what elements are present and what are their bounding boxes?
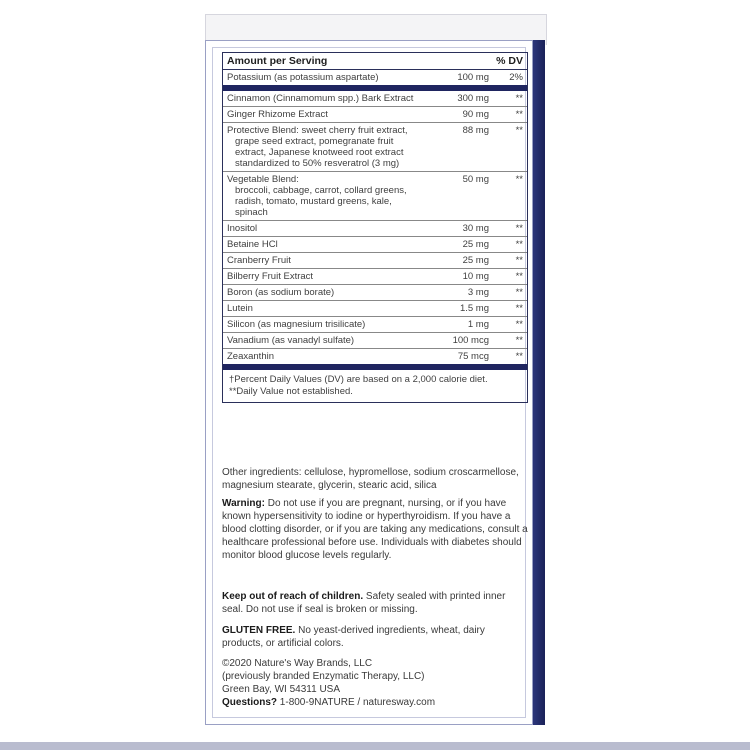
- facts-rows: [223, 70, 527, 370]
- facts-row: [223, 333, 527, 349]
- facts-row: [223, 123, 527, 172]
- ingredient-name-text: Cinnamon (Cinnamomum spp.) Bark Extract: [227, 93, 414, 104]
- facts-row: [223, 237, 527, 253]
- facts-row: [223, 107, 527, 123]
- ingredient-name-text: Zeaxanthin: [227, 351, 275, 362]
- ingredient-name: [227, 303, 417, 314]
- ingredient-name-text: Potassium (as potassium aspartate): [227, 72, 379, 83]
- ingredient-dv: **: [515, 93, 523, 104]
- questions-label: Questions?: [222, 697, 278, 708]
- facts-row: [223, 91, 527, 107]
- gluten-free-text: No yeast-derived ingredients, wheat, dairy products, or artificial colors.: [222, 625, 485, 649]
- footnote-dv: †Percent Daily Values (DV) are based on a 2,000 calorie diet.: [229, 374, 488, 385]
- ingredient-name-text: Vegetable Blend:: [227, 174, 299, 185]
- other-ingredients: Other ingredients: cellulose, hypromellose, sodium croscarmellose, magnesium stearate, glycerin, stearic acid, silica: [222, 467, 519, 491]
- facts-header: [223, 53, 527, 70]
- ingredient-subtext: broccoli, cabbage, carrot, collard greens, radish, tomato, mustard greens, kale, spinach: [235, 185, 407, 218]
- ingredient-dv: **: [515, 239, 523, 250]
- ingredient-subtext: grape seed extract, pomegranate fruit extract, Japanese knotweed root extract standardized to 50% resveratrol (3 mg): [235, 136, 404, 169]
- gluten-free-label: GLUTEN FREE.: [222, 625, 296, 636]
- keep-out-text: Safety sealed with printed inner seal. Do not use if seal is broken or missing.: [222, 591, 506, 615]
- ingredient-dv: **: [515, 271, 523, 282]
- ingredient-amount: 25 mg: [462, 239, 489, 250]
- ingredient-amount: 75 mcg: [457, 351, 489, 362]
- ingredient-dv: **: [515, 109, 523, 120]
- previously-branded: (previously branded Enzymatic Therapy, LLC): [222, 671, 425, 682]
- ingredient-name-text: Protective Blend: sweet cherry fruit extract,: [227, 125, 408, 136]
- facts-row: [223, 285, 527, 301]
- ingredient-amount: 25 mg: [462, 255, 489, 266]
- ingredient-dv: **: [515, 319, 523, 330]
- ingredient-name: [227, 223, 417, 234]
- ingredient-name: [227, 335, 417, 346]
- footnotes: [223, 370, 527, 402]
- ingredient-name: [227, 239, 417, 250]
- ingredient-name-text: Bilberry Fruit Extract: [227, 271, 314, 282]
- ingredient-amount: 88 mg: [462, 125, 489, 136]
- ingredient-amount: 30 mg: [462, 223, 489, 234]
- ingredient-dv: **: [515, 287, 523, 298]
- ingredient-dv: **: [515, 303, 523, 314]
- ingredient-name: [227, 174, 417, 218]
- facts-row: [223, 349, 527, 370]
- ingredient-dv: **: [515, 223, 523, 234]
- ingredient-amount: 1 mg: [467, 319, 489, 330]
- facts-row: [223, 269, 527, 285]
- amount-per-serving-heading: Amount per Serving: [227, 55, 328, 67]
- ingredient-name-text: Inositol: [227, 223, 258, 234]
- ingredient-name: [227, 271, 417, 282]
- gluten-free-block: [222, 624, 528, 650]
- warning-block: [222, 497, 528, 562]
- ingredient-name: [227, 351, 417, 362]
- ingredient-amount: 100 mcg: [452, 335, 489, 346]
- ingredient-dv: **: [515, 255, 523, 266]
- warning-label: Warning:: [222, 498, 265, 509]
- ingredient-name-text: Ginger Rhizome Extract: [227, 109, 328, 120]
- ingredient-name-text: Boron (as sodium borate): [227, 287, 335, 298]
- keep-out-label: Keep out of reach of children.: [222, 591, 364, 602]
- facts-row: [223, 317, 527, 333]
- ingredient-name: [227, 125, 417, 169]
- keep-out-block: [222, 590, 528, 616]
- ingredient-amount: 90 mg: [462, 109, 489, 120]
- supplement-facts-table: [222, 52, 528, 403]
- facts-row: [223, 253, 527, 269]
- facts-row: [223, 301, 527, 317]
- address: Green Bay, WI 54311 USA: [222, 684, 341, 695]
- ingredient-name-text: Vanadium (as vanadyl sulfate): [227, 335, 355, 346]
- ingredient-amount: 3 mg: [467, 287, 489, 298]
- ingredient-dv: 2%: [509, 72, 523, 83]
- ingredient-dv: **: [515, 351, 523, 362]
- dv-heading: % DV: [496, 55, 523, 67]
- ingredient-name: [227, 287, 417, 298]
- ingredient-name: [227, 93, 417, 104]
- ingredient-name: [227, 109, 417, 120]
- facts-row: [223, 70, 527, 91]
- ingredient-name-text: Lutein: [227, 303, 253, 314]
- company-info: [222, 657, 528, 709]
- ingredient-name: [227, 319, 417, 330]
- warning-text: Do not use if you are pregnant, nursing, or if you have known hypersensitivity to iodine or hyperthyroidism. If you have a blood clotting disorder, or if you are taking any medications, consult a healthcare professional before use. Individuals with diabetes should monitor blood glucose levels regularly.: [222, 498, 528, 561]
- ingredient-name-text: Betaine HCl: [227, 239, 278, 250]
- ingredient-name: [227, 255, 417, 266]
- ingredient-amount: 100 mg: [457, 72, 489, 83]
- ingredient-dv: **: [515, 335, 523, 346]
- footnote-not-established: **Daily Value not established.: [229, 386, 353, 397]
- ingredient-dv: **: [515, 174, 523, 185]
- ingredient-amount: 50 mg: [462, 174, 489, 185]
- ingredient-amount: 1.5 mg: [459, 303, 489, 314]
- questions-contact: 1-800-9NATURE / naturesway.com: [279, 697, 436, 708]
- bottom-band: [0, 742, 750, 750]
- ingredient-dv: **: [515, 125, 523, 136]
- ingredient-amount: 10 mg: [462, 271, 489, 282]
- ingredient-name: [227, 72, 417, 83]
- facts-row: [223, 221, 527, 237]
- ingredient-amount: 300 mg: [457, 93, 489, 104]
- questions-line: [222, 696, 528, 709]
- ingredient-name-text: Silicon (as magnesium trisilicate): [227, 319, 366, 330]
- copyright: ©2020 Nature's Way Brands, LLC: [222, 658, 373, 669]
- ingredient-name-text: Cranberry Fruit: [227, 255, 291, 266]
- facts-row: [223, 172, 527, 221]
